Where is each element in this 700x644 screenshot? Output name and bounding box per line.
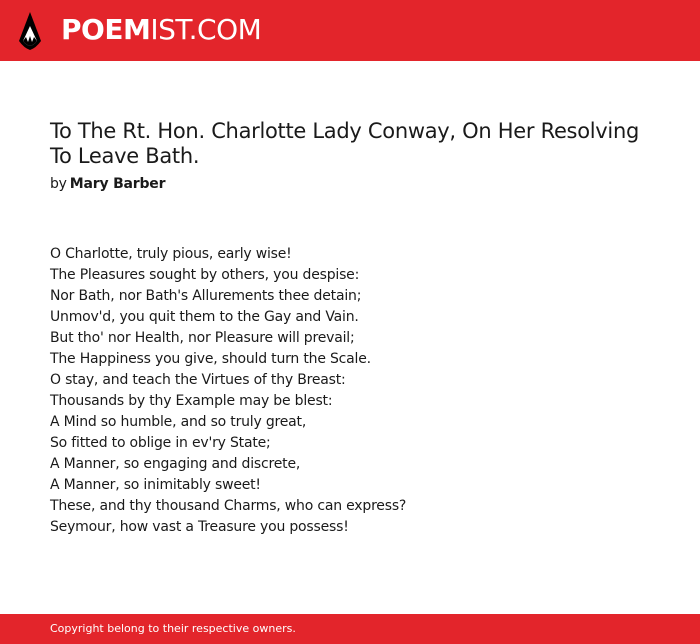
poem-line: A Manner, so inimitably sweet! [50, 477, 261, 493]
author-name: Mary Barber [69, 176, 166, 192]
poem-line: Unmov'd, you quit them to the Gay and Vain. [50, 309, 359, 325]
poem-line: O Charlotte, truly pious, early wise! [50, 246, 292, 262]
by-label: by [50, 176, 67, 192]
poem-line: These, and thy thousand Charms, who can express? [50, 498, 407, 514]
site-footer [0, 614, 700, 644]
poem-body [50, 244, 650, 538]
poem-line: Nor Bath, nor Bath's Allurements thee detain; [50, 288, 362, 304]
poem-line: The Happiness you give, should turn the Scale. [50, 351, 371, 367]
poem-line: A Manner, so engaging and discrete, [50, 456, 301, 472]
poem-title: To The Rt. Hon. Charlotte Lady Conway, On Her Resolving To Leave Bath. [50, 119, 639, 168]
poem-line: Thousands by thy Example may be blest: [50, 393, 333, 409]
logo-bold-text: POEM [61, 13, 151, 46]
site-logo[interactable] [61, 12, 261, 48]
poem-line: O stay, and teach the Virtues of thy Breast: [50, 372, 346, 388]
poem-line: Seymour, how vast a Treasure you possess! [50, 519, 349, 535]
poem-line: So fitted to oblige in ev'ry State; [50, 435, 271, 451]
pencil-tip-icon[interactable] [18, 11, 42, 51]
poem-line: But tho' nor Health, nor Pleasure will prevail; [50, 330, 355, 346]
poem-line: A Mind so humble, and so truly great, [50, 414, 307, 430]
logo-light-text: IST.COM [150, 13, 262, 46]
poem-line: The Pleasures sought by others, you despise: [50, 267, 360, 283]
copyright-text: Copyright belong to their respective owners. [50, 622, 296, 635]
byline [50, 175, 165, 193]
site-header [0, 0, 700, 61]
